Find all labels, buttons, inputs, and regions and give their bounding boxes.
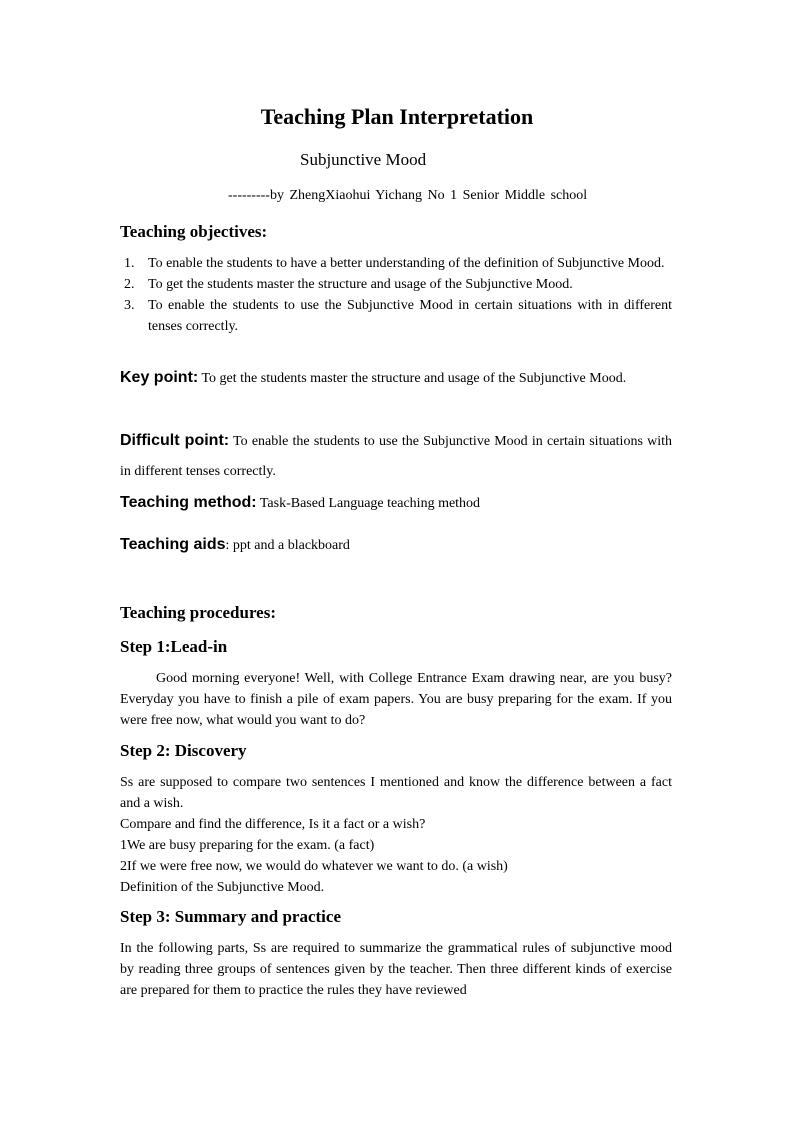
procedures-heading: Teaching procedures: bbox=[120, 603, 277, 622]
teaching-method bbox=[120, 488, 672, 519]
list-item bbox=[120, 253, 672, 274]
teaching-aids-text: : ppt and a blackboard bbox=[225, 538, 350, 553]
document-subtitle: Subjunctive Mood bbox=[300, 150, 427, 169]
teaching-method-label: Teaching method: bbox=[120, 494, 257, 511]
objectives-heading: Teaching objectives: bbox=[120, 222, 268, 241]
teaching-aids bbox=[120, 530, 672, 561]
step2-line: 2If we were free now, we would do whatever we want to do. (a wish) bbox=[120, 859, 508, 874]
key-point-label: Key point: bbox=[120, 369, 199, 386]
step3-heading: Step 3: Summary and practice bbox=[120, 907, 341, 926]
teaching-aids-label: Teaching aids bbox=[120, 536, 226, 553]
difficult-point-text: To enable the students to use the Subjunctive Mood in certain situations with in different tenses correctly. bbox=[120, 434, 672, 479]
author-line: ---------by ZhengXiaohui Yichang No 1 Senior Middle school bbox=[228, 188, 588, 203]
step2-line: Definition of the Subjunctive Mood. bbox=[120, 880, 325, 895]
list-item-text: To enable the students to use the Subjunctive Mood in certain situations with in different tenses correctly. bbox=[148, 298, 672, 334]
step2-heading: Step 2: Discovery bbox=[120, 741, 247, 760]
teaching-method-text: Task-Based Language teaching method bbox=[256, 496, 481, 511]
list-item-text: To get the students master the structure and usage of the Subjunctive Mood. bbox=[148, 277, 573, 292]
step2-line: Compare and find the difference, Is it a fact or a wish? bbox=[120, 817, 426, 832]
step1-text: Good morning everyone! Well, with College Entrance Exam drawing near, are you busy? Everyday you have to finish a pile of exam papers. You are busy preparing for the exam. If you were free now, what would you want to do? bbox=[120, 671, 672, 728]
step2-lines bbox=[120, 814, 672, 898]
step2-line: 1We are busy preparing for the exam. (a fact) bbox=[120, 838, 375, 853]
list-number: 3. bbox=[124, 298, 135, 313]
list-number: 1. bbox=[124, 256, 135, 271]
step3-text: In the following parts, Ss are required to summarize the grammatical rules of subjunctive mood by reading three groups of sentences given by the teacher. Then three different kinds of exercise are prepared for them to practice the rules they have reviewed bbox=[120, 941, 672, 998]
objectives-list bbox=[120, 253, 672, 337]
list-item bbox=[120, 295, 672, 337]
document-title: Teaching Plan Interpretation bbox=[260, 104, 534, 129]
difficult-point-label: Difficult point: bbox=[120, 432, 230, 449]
key-point bbox=[120, 363, 672, 394]
step1-heading: Step 1:Lead-in bbox=[120, 637, 228, 656]
list-number: 2. bbox=[124, 277, 135, 292]
step2-intro: Ss are supposed to compare two sentences I mentioned and know the difference between a fact and a wish. bbox=[120, 775, 672, 811]
list-item-text: To enable the students to have a better understanding of the definition of Subjunctive Mood. bbox=[148, 256, 665, 271]
list-item bbox=[120, 274, 672, 295]
difficult-point bbox=[120, 426, 672, 487]
key-point-text: To get the students master the structure and usage of the Subjunctive Mood. bbox=[198, 371, 627, 386]
